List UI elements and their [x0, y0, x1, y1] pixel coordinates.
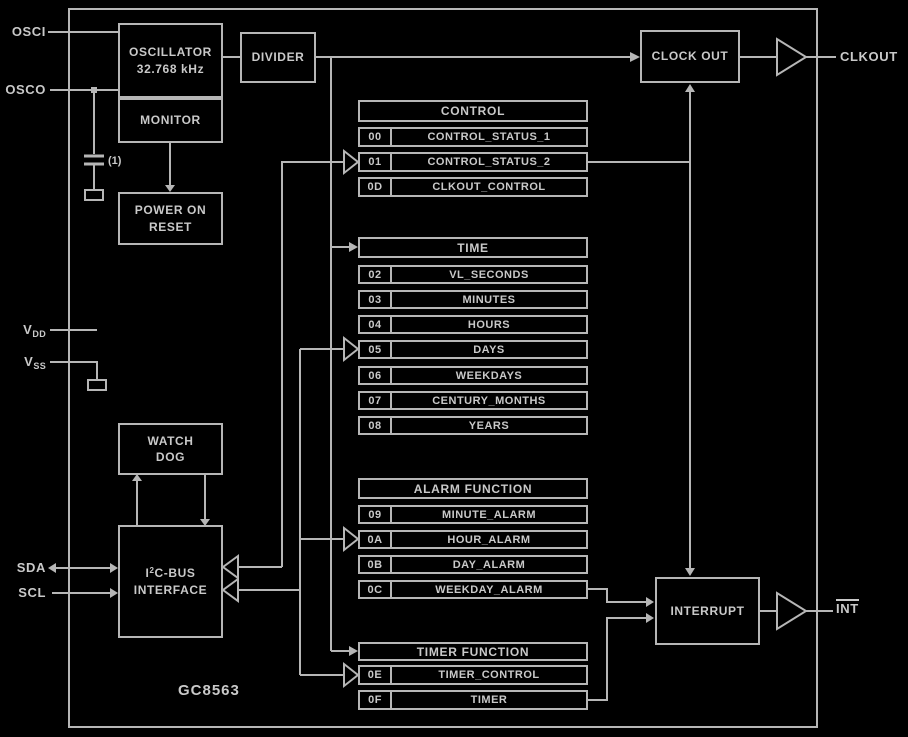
osco-wire	[50, 87, 118, 93]
i2c-bus-interface-block	[118, 525, 223, 638]
register-row	[358, 580, 588, 599]
sda-wire	[48, 563, 118, 573]
clock-out-block	[640, 30, 740, 83]
register-address: 0F	[360, 692, 392, 708]
clockout-interrupt-wire	[685, 84, 695, 576]
register-address: 04	[360, 317, 392, 332]
register-bus-b	[223, 338, 358, 686]
register-name: TIMER_CONTROL	[438, 669, 540, 681]
register-row	[358, 366, 588, 385]
timer-table-title: TIMER FUNCTION	[358, 642, 588, 661]
register-name: WEEKDAYS	[455, 369, 523, 382]
watchdog-block	[118, 423, 223, 475]
register-name: CLKOUT_CONTROL	[432, 181, 546, 193]
register-name: MINUTES	[462, 293, 516, 306]
register-name: TIMER	[470, 694, 508, 706]
register-name: DAY_ALARM	[452, 558, 526, 571]
divider-clockout-wire	[316, 52, 640, 62]
timer-interrupt-wire	[588, 613, 654, 700]
register-name: MINUTE_ALARM	[442, 508, 536, 521]
sda-pin-label: SDA	[16, 560, 46, 575]
vss-wire	[50, 362, 106, 390]
por-label-line2: RESET	[148, 219, 192, 234]
register-address: 0B	[360, 557, 392, 572]
interrupt-block	[655, 577, 760, 645]
register-row	[358, 555, 588, 574]
register-name: HOURS	[467, 318, 511, 331]
register-name: DAYS	[473, 343, 505, 356]
register-address: 09	[360, 507, 392, 522]
register-address: 02	[360, 267, 392, 282]
register-row	[358, 127, 588, 147]
monitor-por-wire	[165, 143, 175, 192]
osco-pin-label: OSCO	[5, 82, 46, 97]
register-bus-a	[223, 151, 358, 578]
clkout-output-buffer	[740, 39, 836, 75]
oscillator-block	[118, 23, 223, 98]
int-pin-label: INT	[836, 601, 859, 616]
register-row	[358, 152, 588, 172]
register-name: YEARS	[468, 419, 510, 432]
alarm-table-title: ALARM FUNCTION	[358, 478, 588, 499]
vss-pin-label: $V_{SS}$	[24, 354, 46, 371]
scl-wire	[52, 588, 118, 598]
int-output-buffer	[760, 593, 833, 629]
register-row	[358, 265, 588, 284]
power-on-reset-block	[118, 192, 223, 245]
watchdog-i2c-wires	[132, 474, 210, 526]
register-address: 0C	[360, 582, 392, 597]
register-address: 05	[360, 342, 392, 357]
watchdog-label-line1: WATCH	[147, 433, 194, 448]
register-row	[358, 505, 588, 524]
control-table-title: CONTROL	[358, 100, 588, 122]
divider-label: DIVIDER	[251, 50, 305, 65]
register-row	[358, 530, 588, 549]
divider-block	[240, 32, 316, 83]
monitor-block	[118, 98, 223, 143]
ground-symbol	[88, 380, 106, 390]
ground-symbol	[85, 190, 103, 200]
weekday-alarm-interrupt-wire	[588, 589, 654, 607]
register-name: VL_SECONDS	[449, 268, 529, 281]
register-address: 08	[360, 418, 392, 433]
register-address: 07	[360, 393, 392, 408]
oscillator-frequency: 32.768 kHz	[136, 61, 205, 76]
monitor-label: MONITOR	[140, 113, 201, 128]
watchdog-label-line2: DOG	[155, 450, 186, 464]
buffer-triangle-icon	[777, 39, 806, 75]
buffer-triangle-icon	[777, 593, 806, 629]
scl-pin-label: SCL	[18, 585, 46, 600]
i2c-label-line1: $I^2C$-BUS	[145, 566, 196, 581]
register-row	[358, 290, 588, 309]
register-row	[358, 340, 588, 359]
oscillator-label: OSCILLATOR	[129, 45, 212, 60]
register-address: 0D	[360, 179, 392, 195]
register-row	[358, 690, 588, 710]
vdd-pin-label: $V_{DD}$	[23, 322, 46, 339]
register-address: 0E	[360, 667, 392, 683]
register-name: CONTROL_STATUS_2	[427, 156, 551, 168]
clkout-pin-label: CLKOUT	[840, 49, 898, 64]
register-name: CONTROL_STATUS_1	[427, 131, 551, 143]
register-name: HOUR_ALARM	[447, 533, 531, 546]
register-row	[358, 391, 588, 410]
osci-pin-label: OSCI	[11, 24, 46, 39]
register-row	[358, 315, 588, 334]
register-name: WEEKDAY_ALARM	[435, 583, 543, 596]
interrupt-label: INTERRUPT	[670, 603, 745, 618]
register-name: CENTURY_MONTHS	[432, 394, 546, 407]
chip-part-number: GC8563	[178, 682, 240, 699]
register-address: 0A	[360, 532, 392, 547]
capacitor-note: (1)	[108, 155, 122, 167]
register-row	[358, 665, 588, 685]
crystal-capacitor	[84, 90, 104, 200]
register-row	[358, 177, 588, 197]
register-row	[358, 416, 588, 435]
register-address: 06	[360, 368, 392, 383]
register-address: 01	[360, 154, 392, 170]
clock-out-label: CLOCK OUT	[651, 49, 729, 64]
register-address: 03	[360, 292, 392, 307]
i2c-label-line2: INTERFACE	[133, 582, 208, 597]
por-label-line1: POWER ON	[134, 203, 207, 218]
time-table-title: TIME	[358, 237, 588, 258]
register-address: 00	[360, 129, 392, 145]
